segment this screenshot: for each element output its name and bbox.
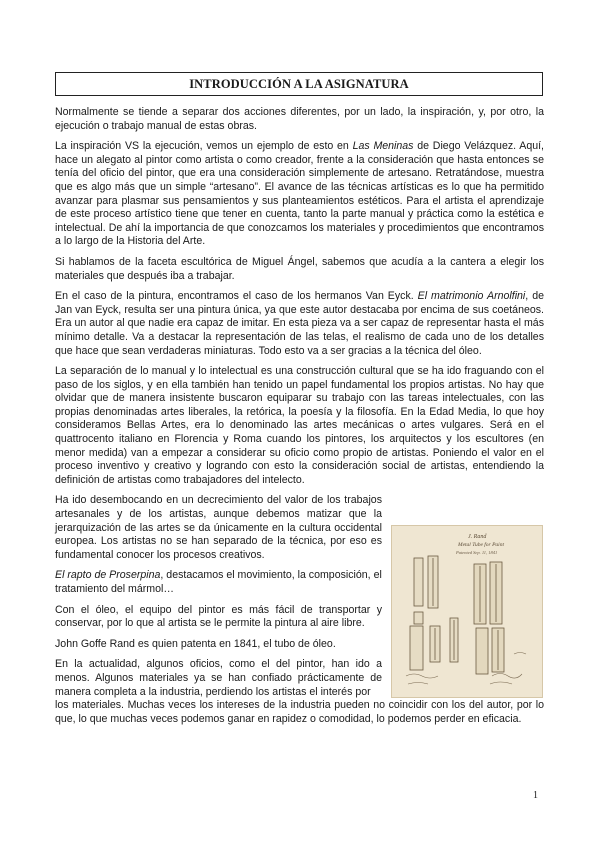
artwork-title-proserpina: El rapto de Proserpina — [55, 569, 161, 582]
page-title: INTRODUCCIÓN A LA ASIGNATURA — [189, 76, 409, 91]
paragraph-4: En el caso de la pintura, encontramos el caso de los hermanos Van Eyck. El matrimonio Arnolfini, de Jan van Eyck, resulta ser una pintura única, ya que este autor destacaba por encima de sus coetáneos. Era un autor al que nadie era capaz de imitar. En esta pieza va a ser capaz de representar hasta el más mínimo detalle. Va a destacar la representación de las telas, el realismo de cada uno de los detalles que hace que sean verdaderas miniaturas. Todo esto va a ser gracias a la técnica del óleo. — [55, 290, 544, 357]
artwork-title-meninas: Las Meninas — [352, 140, 414, 153]
paragraph-6: Ha ido desembocando en un decrecimiento del valor de los trabajos artesanales y de los artistas, aunque debemos matizar que la jerarquización de las artes se da únicamente en la cultura occidental europea. Los artistas no se han separado de la técnica, por eso es fundamental conocer los procesos creativos. — [55, 494, 382, 561]
paragraph-7: El rapto de Proserpina, destacamos el movimiento, la composición, el tratamiento del mármol… — [55, 569, 382, 595]
paint-tube-patent-illustration — [392, 526, 542, 697]
paragraph-9: John Goffe Rand es quien patenta en 1841, el tubo de óleo. — [55, 637, 336, 650]
patent-caption-1: J. Rand — [468, 534, 487, 540]
artwork-title-arnolfini: El matrimonio Arnolfini — [417, 290, 526, 303]
paragraph-1: Normalmente se tiende a separar dos acciones diferentes, por un lado, la inspiración, y, por otro, la ejecución o trabajo manual de estas obras. — [55, 106, 544, 132]
paragraph-8: Con el óleo, el equipo del pintor es más fácil de transportar y conservar, por lo que al artista se le permite la pintura al aire libre. — [55, 603, 382, 630]
paragraph-3: Si hablamos de la faceta escultórica de Miguel Ángel, sabemos que acudía a la cantera a elegir los materiales que después iba a trabajar. — [55, 255, 544, 282]
page-number: 1 — [533, 790, 538, 801]
patent-caption-2: Metal Tube for Paint — [458, 542, 504, 548]
paragraph-2: La inspiración VS la ejecución, vemos un ejemplo de esto en Las Meninas de Diego Velázquez. Aquí, hace un alegato al pintor como artista o como creador, frente a la consideración que hasta entonces se tenía del oficio del pintor, que era una consideración simplemente de artesano. Retratándose, muestra que es algo más que un simple “artesano”. El avance de las técnicas artísticas es lo que ha permitido avanzar para plasmar sus pensamientos y sus planteamientos estéticos. Para el artista el aprendizaje de este proceso artístico tiene que tener en cuenta, tanto la parte manual y práctica como la estética e intelectual. De ahí la importancia de que conozcamos los materiales y procedimientos que encontramos a lo largo de la Historia del Arte. — [55, 140, 544, 248]
patent-caption-3: Patented Sep. 11, 1841 — [456, 550, 498, 555]
title-box — [55, 72, 543, 96]
paragraph-5: La separación de lo manual y lo intelectual es una construcción cultural que se ha ido fraguando con el paso de los siglos, y en ella también han tenido un papel fundamental los propios artistas. No hay que olvidar que de manera insistente buscaron equiparar su trabajo con las tareas intelectuales, con las propias denominadas artes liberales, la retórica, la poesía y la filosofía. En la Edad Media, lo que hoy consideramos Bellas Artes, era lo denominado las artes mecánicas o artes vulgares. Será en el quattrocento italiano en Florencia y Roma cuando los pintores, los arquitectos y los escultores (en menor medida) van a empezar a considerar su oficio como propio de artistas. Poniendo el valor en el proceso inventivo y creativo y logrando con esto la consideración social de artistas, entendiendo la definición de artistas como trabajadores del intelecto. — [55, 365, 544, 486]
paragraph-10a: En la actualidad, algunos oficios, como el del pintor, han ido a menos. Algunos materiales ya se han confiado prácticamente de manera completa a la industria, perdiendo los artistas el interés por — [55, 658, 382, 698]
patent-drawing-image — [391, 525, 543, 698]
paragraph-10b: los materiales. Muchas veces los intereses de la industria pueden no coincidir con los del autor, por lo que, lo que muchas veces podemos ganar en rapidez o comodidad, lo podemos perder en eficacia. — [55, 699, 544, 725]
